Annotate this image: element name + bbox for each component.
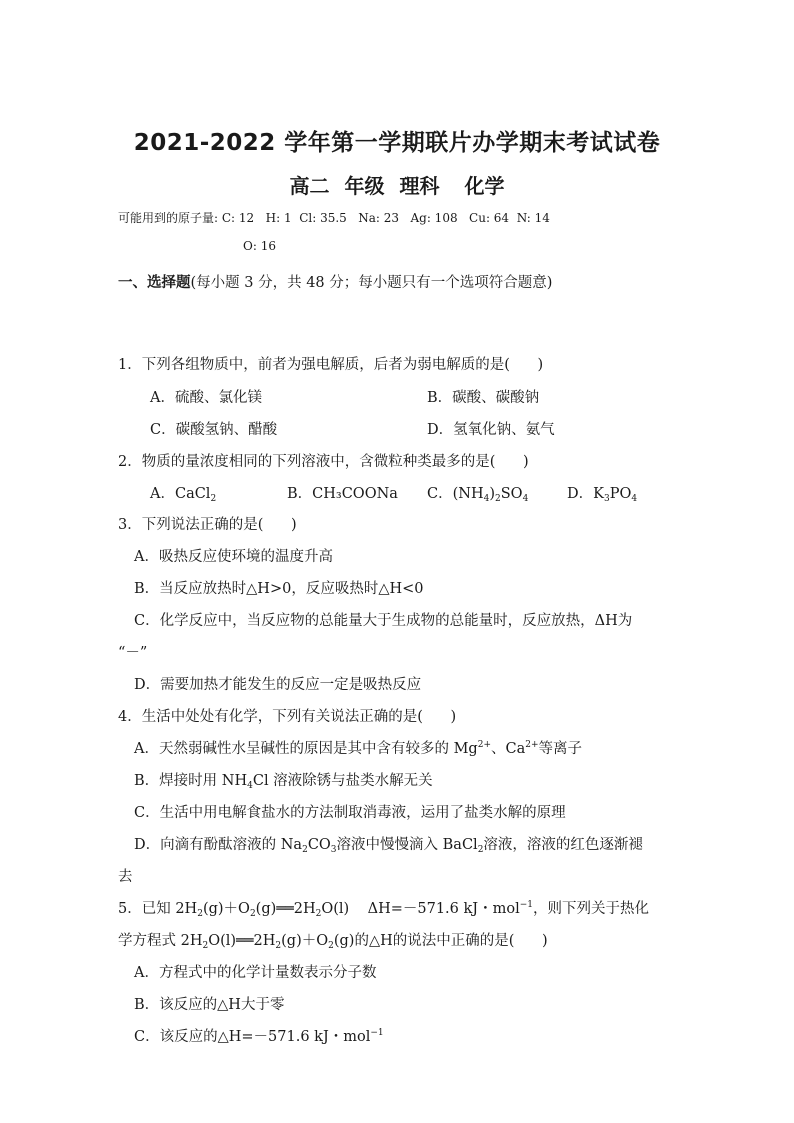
grade-suffix: 年级 — [344, 174, 385, 198]
section-title: 一、选择题 — [118, 274, 191, 291]
q2-option-b: B．CH₃COONa — [287, 486, 398, 502]
q2-option-a: A．CaCl$_2$ — [150, 486, 217, 504]
q4-option-b: B．焊接时用 $NH_4Cl$ 溶液除锈与盐类水解无关 — [134, 773, 433, 791]
exam-subtitle — [0, 170, 794, 199]
section-heading — [118, 271, 552, 292]
atomic-mass-line — [118, 209, 550, 226]
atomic-mass-values: C: 12 H: 1 Cl: 35.5 Na: 23 Ag: 108 Cu: 64 N: 14 — [221, 211, 550, 225]
q5-option-a: A．方程式中的化学计量数表示分子数 — [134, 965, 377, 981]
stream-text: 理科 — [399, 174, 440, 198]
q1-option-b: B．碳酸、碳酸钠 — [427, 390, 540, 406]
q1-option-d: D．氢氧化钠、氨气 — [427, 422, 555, 438]
q5-stem: 5．已知 $2H_2(g)+O_2(g)══2H_2O(l)$ ΔH=－571.6 kJ・mol$^{-1}$，则下列关于热化 — [118, 900, 650, 919]
q1-option-a: A．硫酸、氯化镁 — [150, 390, 262, 406]
q5-option-c: C．该反应的△H=－571.6 kJ・mol$^{-1}$ — [134, 1028, 384, 1045]
exam-title: 2021-2022 学年第一学期联片办学期末考试试卷 — [133, 130, 661, 156]
grade-text: 高二 — [289, 174, 330, 198]
q2-stem: 2．物质的量浓度相同的下列溶液中，含微粒种类最多的是( ) — [118, 454, 529, 470]
q3-option-d: D．需要加热才能发生的反应一定是吸热反应 — [134, 677, 422, 693]
q4-option-c: C．生活中用电解食盐水的方法制取消毒液，运用了盐类水解的原理 — [134, 805, 566, 821]
q3-option-a: A．吸热反应使环境的温度升高 — [134, 549, 333, 565]
section-note: (每小题 3 分，共 48 分；每小题只有一个选项符合题意) — [190, 275, 553, 291]
q4-option-a: A．天然弱碱性水呈碱性的原因是其中含有较多的 $Mg^{2+}$、$Ca^{2+}$等离子 — [134, 740, 583, 757]
q3-stem: 3．下列说法正确的是( ) — [118, 517, 297, 533]
q2-option-d: D．$K_3PO_4$ — [567, 486, 638, 504]
subject-text: 化学 — [464, 174, 505, 198]
q4-option-d-cont: 去 — [118, 869, 133, 885]
atomic-mass-line-2: O: 16 — [243, 239, 276, 253]
q4-stem: 4．生活中处处有化学，下列有关说法正确的是( ) — [118, 709, 457, 725]
q4-option-d: D．向滴有酚酞溶液的 $Na_2CO_3$溶液中慢慢滴入 BaCl$_2$溶液，溶液的红色逐渐褪 — [134, 837, 643, 855]
q5-stem-line-2: 学方程式 $2H_2O(l)══2H_2(g)+O_2(g)$的△H的说法中正确的是( ) — [118, 933, 548, 951]
q3-option-c-cont: “－” — [118, 645, 148, 661]
atomic-mass-label: 可能用到的原子量: — [118, 211, 219, 225]
q1-stem: 1．下列各组物质中，前者为强电解质，后者为弱电解质的是( ) — [118, 357, 544, 373]
q2-option-c: C．$(NH_4)_2SO_4$ — [427, 486, 529, 504]
q5-option-b: B．该反应的△H大于零 — [134, 997, 285, 1013]
q3-option-c: C．化学反应中，当反应物的总能量大于生成物的总能量时，反应放热，ΔH为 — [134, 613, 633, 629]
q1-option-c: C．碳酸氢钠、醋酸 — [150, 422, 278, 438]
q3-option-b: B．当反应放热时△H>0，反应吸热时△H<0 — [134, 581, 424, 597]
